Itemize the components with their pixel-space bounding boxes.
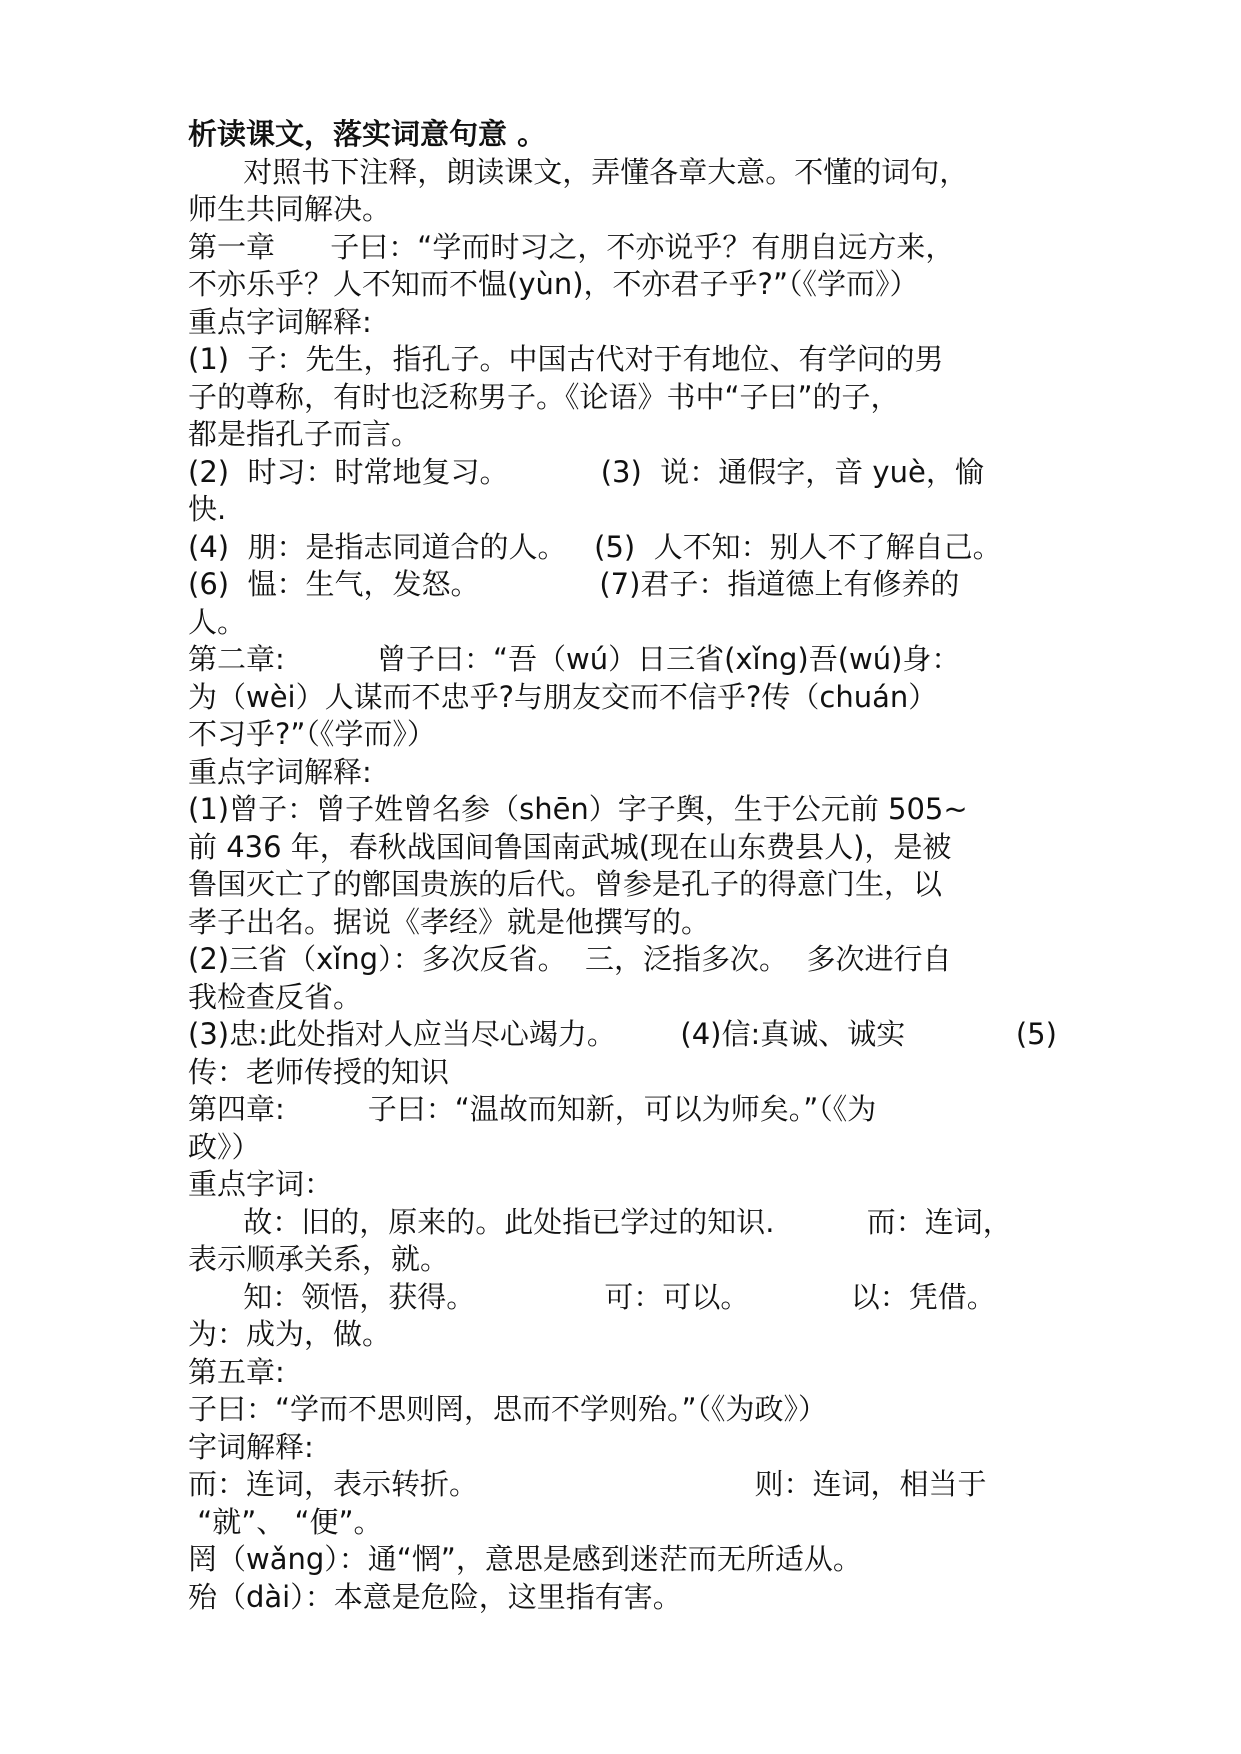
chapter-5-heading: 第五章: — [188, 1354, 285, 1389]
chapter-1-heading: 第一章 子曰：“学而时习之，不亦说乎？有朋自远方来， — [188, 229, 955, 264]
text-line: 政》） — [188, 1129, 261, 1164]
text-line: 快. — [188, 492, 227, 526]
text-line: 对照书下注释，朗读课文，弄懂各章大意。不懂的词句， — [188, 154, 969, 189]
document-body — [188, 116, 1188, 1616]
text-line: 为（wèi）人谋而不忠乎?与朋友交而不信乎?传（chuán） — [188, 679, 938, 714]
text-line: 不亦乐乎？人不知而不愠(yùn)，不亦君子乎?”（《学而》） — [188, 267, 919, 301]
text-line: (1) 子：先生，指孔子。中国古代对于有地位、有学问的男 — [188, 342, 944, 376]
chapter-4-heading: 第四章: 子曰：“温故而知新，可以为师矣。”（《为 — [188, 1092, 877, 1126]
text-line: 罔（wǎng）：通“惘”，意思是感到迷茫而无所适从。 — [188, 1542, 862, 1576]
text-line: 人。 — [188, 604, 247, 639]
chapter-2-heading: 第二章: 曾子曰：“吾（wú）日三省(xǐng)吾(wú)身： — [188, 642, 961, 676]
text-line: 而：连词，表示转折。 则：连词，相当于 — [188, 1467, 987, 1501]
text-line: 前 436 年，春秋战国间鲁国南武城(现在山东费县人)，是被 — [188, 829, 952, 864]
document-title: 析读课文，落实词意句意 。 — [188, 117, 547, 151]
section-label: 字词解释: — [188, 1429, 314, 1464]
text-line: (2) 时习：时常地复习。 (3) 说：通假字，音 yuè，愉 — [188, 454, 984, 489]
text-line: 我检查反省。 — [188, 979, 363, 1014]
text-line: 知：领悟，获得。 可：可以。 以：凭借。 — [188, 1279, 996, 1314]
text-line: 子的尊称，有时也泛称男子。《论语》书中“子曰”的子， — [188, 379, 900, 414]
text-line: 传：老师传授的知识 — [188, 1054, 450, 1089]
text-line: (1)曾子：曾子姓曾名参（shēn）字子舆，生于公元前 505~ — [188, 792, 968, 826]
section-label: 重点字词： — [188, 1167, 334, 1201]
text-line: (3)忠:此处指对人应当尽心竭力。 (4)信:真诚、诚实 (5) — [188, 1017, 1057, 1051]
text-line: 都是指孔子而言。 — [188, 417, 421, 451]
text-line: (6) 愠：生气，发怒。 (7)君子：指道德上有修养的 — [188, 567, 960, 601]
text-line: “就”、 “便”。 — [188, 1504, 383, 1539]
section-label: 重点字词解释: — [188, 304, 372, 339]
text-line: 殆（dài）：本意是危险，这里指有害。 — [188, 1579, 682, 1614]
section-label: 重点字词解释: — [188, 754, 372, 789]
text-line: 鲁国灭亡了的鄫国贵族的后代。曾参是孔子的得意门生，以 — [188, 867, 943, 901]
text-line: 故：旧的，原来的。此处指已学过的知识. 而：连词， — [188, 1204, 1012, 1239]
text-line: (4) 朋：是指志同道合的人。 (5) 人不知：别人不了解自己。 — [188, 529, 1002, 564]
text-line: 师生共同解决。 — [188, 192, 392, 226]
text-line: 为：成为，做。 — [188, 1317, 392, 1351]
text-line: 不习乎?”（《学而》） — [188, 717, 436, 751]
text-line: 孝子出名。据说《孝经》就是他撰写的。 — [188, 904, 711, 939]
text-line: 子曰：“学而不思则罔，思而不学则殆。”（《为政》） — [188, 1392, 828, 1426]
text-line: 表示顺承关系，就。 — [188, 1242, 450, 1276]
text-line: (2)三省（xǐng）：多次反省。 三，泛指多次。 多次进行自 — [188, 942, 952, 976]
